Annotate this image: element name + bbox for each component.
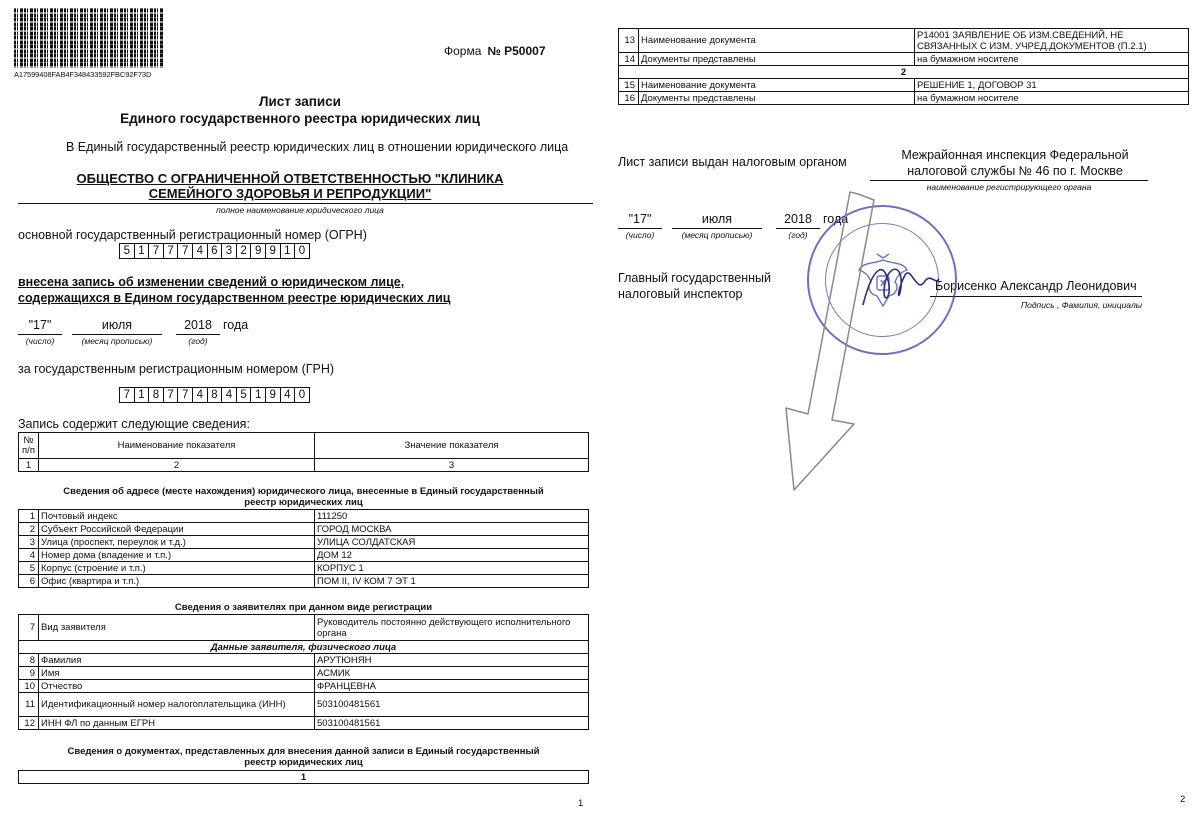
table-row bbox=[19, 693, 589, 717]
address-cell-value: ПОМ II, IV КОМ 7 ЭТ 1 bbox=[315, 575, 589, 588]
address-cell-value: ДОМ 12 bbox=[315, 549, 589, 562]
issue-date-day: "17" bbox=[628, 212, 652, 226]
document-cell-name: Наименование документа bbox=[639, 29, 915, 53]
applicant-type-name: Вид заявителя bbox=[39, 615, 315, 641]
applicant-cell-value: ФРАНЦЕВНА bbox=[315, 680, 589, 693]
grn-digit: 4 bbox=[221, 387, 237, 403]
address-cell-number: 4 bbox=[19, 549, 39, 562]
issue-date-year-caption: (год) bbox=[788, 230, 808, 240]
address-cell-name: Субъект Российской Федерации bbox=[39, 523, 315, 536]
applicants-table bbox=[18, 614, 589, 730]
inspector-title bbox=[618, 270, 771, 302]
address-table bbox=[18, 509, 589, 588]
entry-date-year: 2018 bbox=[184, 318, 212, 332]
grn-digit: 4 bbox=[192, 387, 208, 403]
grn-digit: 1 bbox=[134, 387, 150, 403]
table-row bbox=[19, 717, 589, 730]
signature-caption: Подпись , Фамилия, инициалы bbox=[1020, 300, 1142, 310]
applicant-subheader: Данные заявителя, физического лица bbox=[19, 641, 589, 654]
inspector-name: Борисенко Александр Леонидович bbox=[935, 279, 1137, 293]
page-number-1: 1 bbox=[578, 798, 584, 809]
applicant-cell-value: АСМИК bbox=[315, 667, 589, 680]
address-cell-value: 111250 bbox=[315, 510, 589, 523]
ogrn-digit: 7 bbox=[177, 243, 193, 259]
address-cell-number: 2 bbox=[19, 523, 39, 536]
grn-digit: 7 bbox=[119, 387, 135, 403]
table-row bbox=[19, 654, 589, 667]
table-row bbox=[19, 549, 589, 562]
address-section-title bbox=[18, 486, 589, 508]
issued-by-label: Лист записи выдан налоговым органом bbox=[618, 155, 847, 169]
barcode-image bbox=[14, 8, 164, 68]
documents-section-title-line1: Сведения о документах, представленных для внесения данной записи в Единый государственный bbox=[67, 746, 540, 757]
table-row bbox=[19, 562, 589, 575]
ogrn-digit: 5 bbox=[119, 243, 135, 259]
address-cell-number: 3 bbox=[19, 536, 39, 549]
date-year-underline bbox=[176, 334, 220, 335]
entry-date-day: "17" bbox=[28, 318, 52, 332]
document-cell-number: 14 bbox=[619, 53, 639, 66]
applicant-cell-name: Отчество bbox=[39, 680, 315, 693]
documents-group-2: 2 bbox=[619, 66, 1189, 79]
organization-name bbox=[40, 171, 540, 201]
ogrn-digit: 2 bbox=[236, 243, 252, 259]
issue-date-month: июля bbox=[701, 212, 733, 226]
form-label: Форма bbox=[444, 44, 482, 58]
authority-caption: наименование регистрирующего органа bbox=[926, 182, 1092, 192]
authority-line1: Межрайонная инспекция Федеральной bbox=[901, 148, 1129, 162]
inspector-title-line2: налоговый инспектор bbox=[618, 287, 743, 301]
org-name-caption: полное наименование юридического лица bbox=[216, 205, 384, 215]
applicant-type-value: Руководитель постоянно действующего исполнительного органа bbox=[315, 615, 589, 641]
grn-digit: 7 bbox=[163, 387, 179, 403]
address-cell-name: Улица (проспект, переулок и т.д.) bbox=[39, 536, 315, 549]
documents-group-1: 1 bbox=[19, 771, 589, 784]
ogrn-digit: 6 bbox=[207, 243, 223, 259]
document-cell-number: 15 bbox=[619, 79, 639, 92]
ogrn-digit: 1 bbox=[134, 243, 150, 259]
organization-name-line2: СЕМЕЙНОГО ЗДОРОВЬЯ И РЕПРОДУКЦИИ" bbox=[148, 186, 432, 201]
document-cell-number: 13 bbox=[619, 29, 639, 53]
ogrn-digit: 7 bbox=[163, 243, 179, 259]
page-number-2: 2 bbox=[1180, 794, 1186, 805]
document-cell-value: на бумажном носителе bbox=[915, 92, 1189, 105]
authority-line2: налоговой службы № 46 по г. Москве bbox=[907, 164, 1123, 178]
address-cell-number: 6 bbox=[19, 575, 39, 588]
document-cell-name: Документы представлены bbox=[639, 92, 915, 105]
grn-digit: 1 bbox=[250, 387, 266, 403]
grn-digit: 9 bbox=[265, 387, 281, 403]
documents-group-1-table bbox=[18, 770, 589, 784]
form-number-value: № Р50007 bbox=[487, 44, 546, 58]
table-row bbox=[19, 575, 589, 588]
col-index-1: 1 bbox=[19, 459, 39, 472]
col-value-header: Значение показателя bbox=[315, 433, 589, 459]
registration-authority bbox=[870, 147, 1160, 179]
entry-date-year-suffix: года bbox=[223, 318, 249, 332]
main-table-header bbox=[18, 432, 589, 472]
applicant-cell-number: 8 bbox=[19, 654, 39, 667]
table-row bbox=[19, 667, 589, 680]
ogrn-digit: 3 bbox=[221, 243, 237, 259]
col-number-header: № п/п bbox=[19, 433, 39, 459]
table-row bbox=[619, 79, 1189, 92]
applicant-cell-number: 11 bbox=[19, 693, 39, 717]
document-cell-value: Р14001 ЗАЯВЛЕНИЕ ОБ ИЗМ.СВЕДЕНИЙ, НЕ СВЯЗАННЫХ С ИЗМ. УЧРЕД.ДОКУМЕНТОВ (П.2.1) bbox=[915, 29, 1189, 53]
intro-text: В Единый государственный реестр юридических лиц в отношении юридического лица bbox=[66, 140, 569, 154]
applicant-cell-name: Фамилия bbox=[39, 654, 315, 667]
inspector-title-line1: Главный государственный bbox=[618, 271, 772, 285]
grn-digit: 5 bbox=[236, 387, 252, 403]
grn-label: за государственным регистрационным номером (ГРН) bbox=[18, 362, 335, 376]
applicant-type-number: 7 bbox=[19, 615, 39, 641]
col-index-3: 3 bbox=[315, 459, 589, 472]
ogrn-digit: 9 bbox=[250, 243, 266, 259]
address-cell-value: КОРПУС 1 bbox=[315, 562, 589, 575]
documents-section-title bbox=[18, 746, 589, 768]
date-day-underline bbox=[18, 334, 62, 335]
address-cell-value: ГОРОД МОСКВА bbox=[315, 523, 589, 536]
table-row bbox=[19, 680, 589, 693]
date-year-caption: (год) bbox=[188, 336, 208, 346]
address-cell-name: Офис (квартира и т.п.) bbox=[39, 575, 315, 588]
document-cell-value: РЕШЕНИЕ 1, ДОГОВОР 31 bbox=[915, 79, 1189, 92]
grn-digit: 7 bbox=[177, 387, 193, 403]
applicant-cell-name: Имя bbox=[39, 667, 315, 680]
address-section-title-line2: реестр юридических лиц bbox=[244, 497, 363, 508]
ogrn-digit: 9 bbox=[265, 243, 281, 259]
address-cell-value: УЛИЦА СОЛДАТСКАЯ bbox=[315, 536, 589, 549]
signature-underline bbox=[930, 296, 1142, 297]
applicant-cell-number: 12 bbox=[19, 717, 39, 730]
issue-date-year: 2018 bbox=[784, 212, 812, 226]
document-cell-name: Наименование документа bbox=[639, 79, 915, 92]
grn-digit: 8 bbox=[148, 387, 164, 403]
ogrn-digit: 7 bbox=[148, 243, 164, 259]
address-cell-name: Почтовый индекс bbox=[39, 510, 315, 523]
ogrn-label: основной государственный регистрационный номер (ОГРН) bbox=[18, 228, 367, 242]
entry-date-month: июля bbox=[101, 318, 133, 332]
date-month-underline bbox=[72, 334, 162, 335]
applicant-cell-value: АРУТЮНЯН bbox=[315, 654, 589, 667]
issue-date-day-underline bbox=[618, 228, 662, 229]
date-month-caption: (месяц прописью) bbox=[81, 336, 153, 346]
authority-underline bbox=[870, 180, 1148, 181]
grn-number bbox=[120, 387, 310, 403]
address-section-title-line1: Сведения об адресе (месте нахождения) юридического лица, внесенные в Единый государственный bbox=[63, 486, 544, 497]
applicant-cell-value: 503100481561 bbox=[315, 693, 589, 717]
address-cell-number: 5 bbox=[19, 562, 39, 575]
table-row bbox=[619, 29, 1189, 53]
col-name-header: Наименование показателя bbox=[39, 433, 315, 459]
record-contains-label: Запись содержит следующие сведения: bbox=[18, 417, 250, 431]
table-row bbox=[619, 92, 1189, 105]
col-index-2: 2 bbox=[39, 459, 315, 472]
issue-date-year-suffix: года bbox=[823, 212, 849, 226]
document-cell-value: на бумажном носителе bbox=[915, 53, 1189, 66]
ogrn-digit: 1 bbox=[280, 243, 296, 259]
grn-digit: 0 bbox=[294, 387, 310, 403]
address-cell-name: Номер дома (владение и т.п.) bbox=[39, 549, 315, 562]
org-name-underline bbox=[18, 203, 593, 204]
form-number bbox=[444, 44, 546, 58]
applicant-cell-number: 9 bbox=[19, 667, 39, 680]
issue-date-month-underline bbox=[672, 228, 762, 229]
table-row bbox=[619, 53, 1189, 66]
document-subtitle: Единого государственного реестра юридических лиц bbox=[120, 111, 480, 126]
document-cell-number: 16 bbox=[619, 92, 639, 105]
table-row bbox=[19, 536, 589, 549]
grn-digit: 4 bbox=[280, 387, 296, 403]
address-cell-number: 1 bbox=[19, 510, 39, 523]
documents-table-top bbox=[618, 28, 1189, 105]
applicant-cell-name: ИНН ФЛ по данным ЕГРН bbox=[39, 717, 315, 730]
grn-digit: 8 bbox=[207, 387, 223, 403]
address-cell-name: Корпус (строение и т.п.) bbox=[39, 562, 315, 575]
issue-date-day-caption: (число) bbox=[625, 230, 655, 240]
arrow-annotation bbox=[770, 190, 890, 500]
table-row bbox=[19, 510, 589, 523]
table-row bbox=[19, 523, 589, 536]
organization-name-line1: ОБЩЕСТВО С ОГРАНИЧЕННОЙ ОТВЕТСТВЕННОСТЬЮ "КЛИНИКА bbox=[76, 171, 504, 186]
applicant-cell-value: 503100481561 bbox=[315, 717, 589, 730]
date-day-caption: (число) bbox=[25, 336, 55, 346]
entry-text-line2: содержащихся в Едином государственном реестре юридических лиц bbox=[18, 291, 451, 305]
ogrn-digit: 0 bbox=[294, 243, 310, 259]
ogrn-digit: 4 bbox=[192, 243, 208, 259]
document-cell-name: Документы представлены bbox=[639, 53, 915, 66]
barcode-code: A17599408FAB4F348433592FBC92F73D bbox=[14, 70, 152, 79]
ogrn-number bbox=[120, 243, 310, 259]
applicant-cell-name: Идентификационный номер налогоплательщика (ИНН) bbox=[39, 693, 315, 717]
applicants-section-title: Сведения о заявителях при данном виде регистрации bbox=[174, 602, 433, 613]
document-page-2 bbox=[600, 0, 1200, 820]
issue-date-month-caption: (месяц прописью) bbox=[681, 230, 753, 240]
documents-section-title-line2: реестр юридических лиц bbox=[244, 757, 363, 768]
entry-text-line1: внесена запись об изменении сведений о юридическом лице, bbox=[18, 275, 405, 289]
applicant-cell-number: 10 bbox=[19, 680, 39, 693]
document-title: Лист записи bbox=[259, 94, 341, 109]
